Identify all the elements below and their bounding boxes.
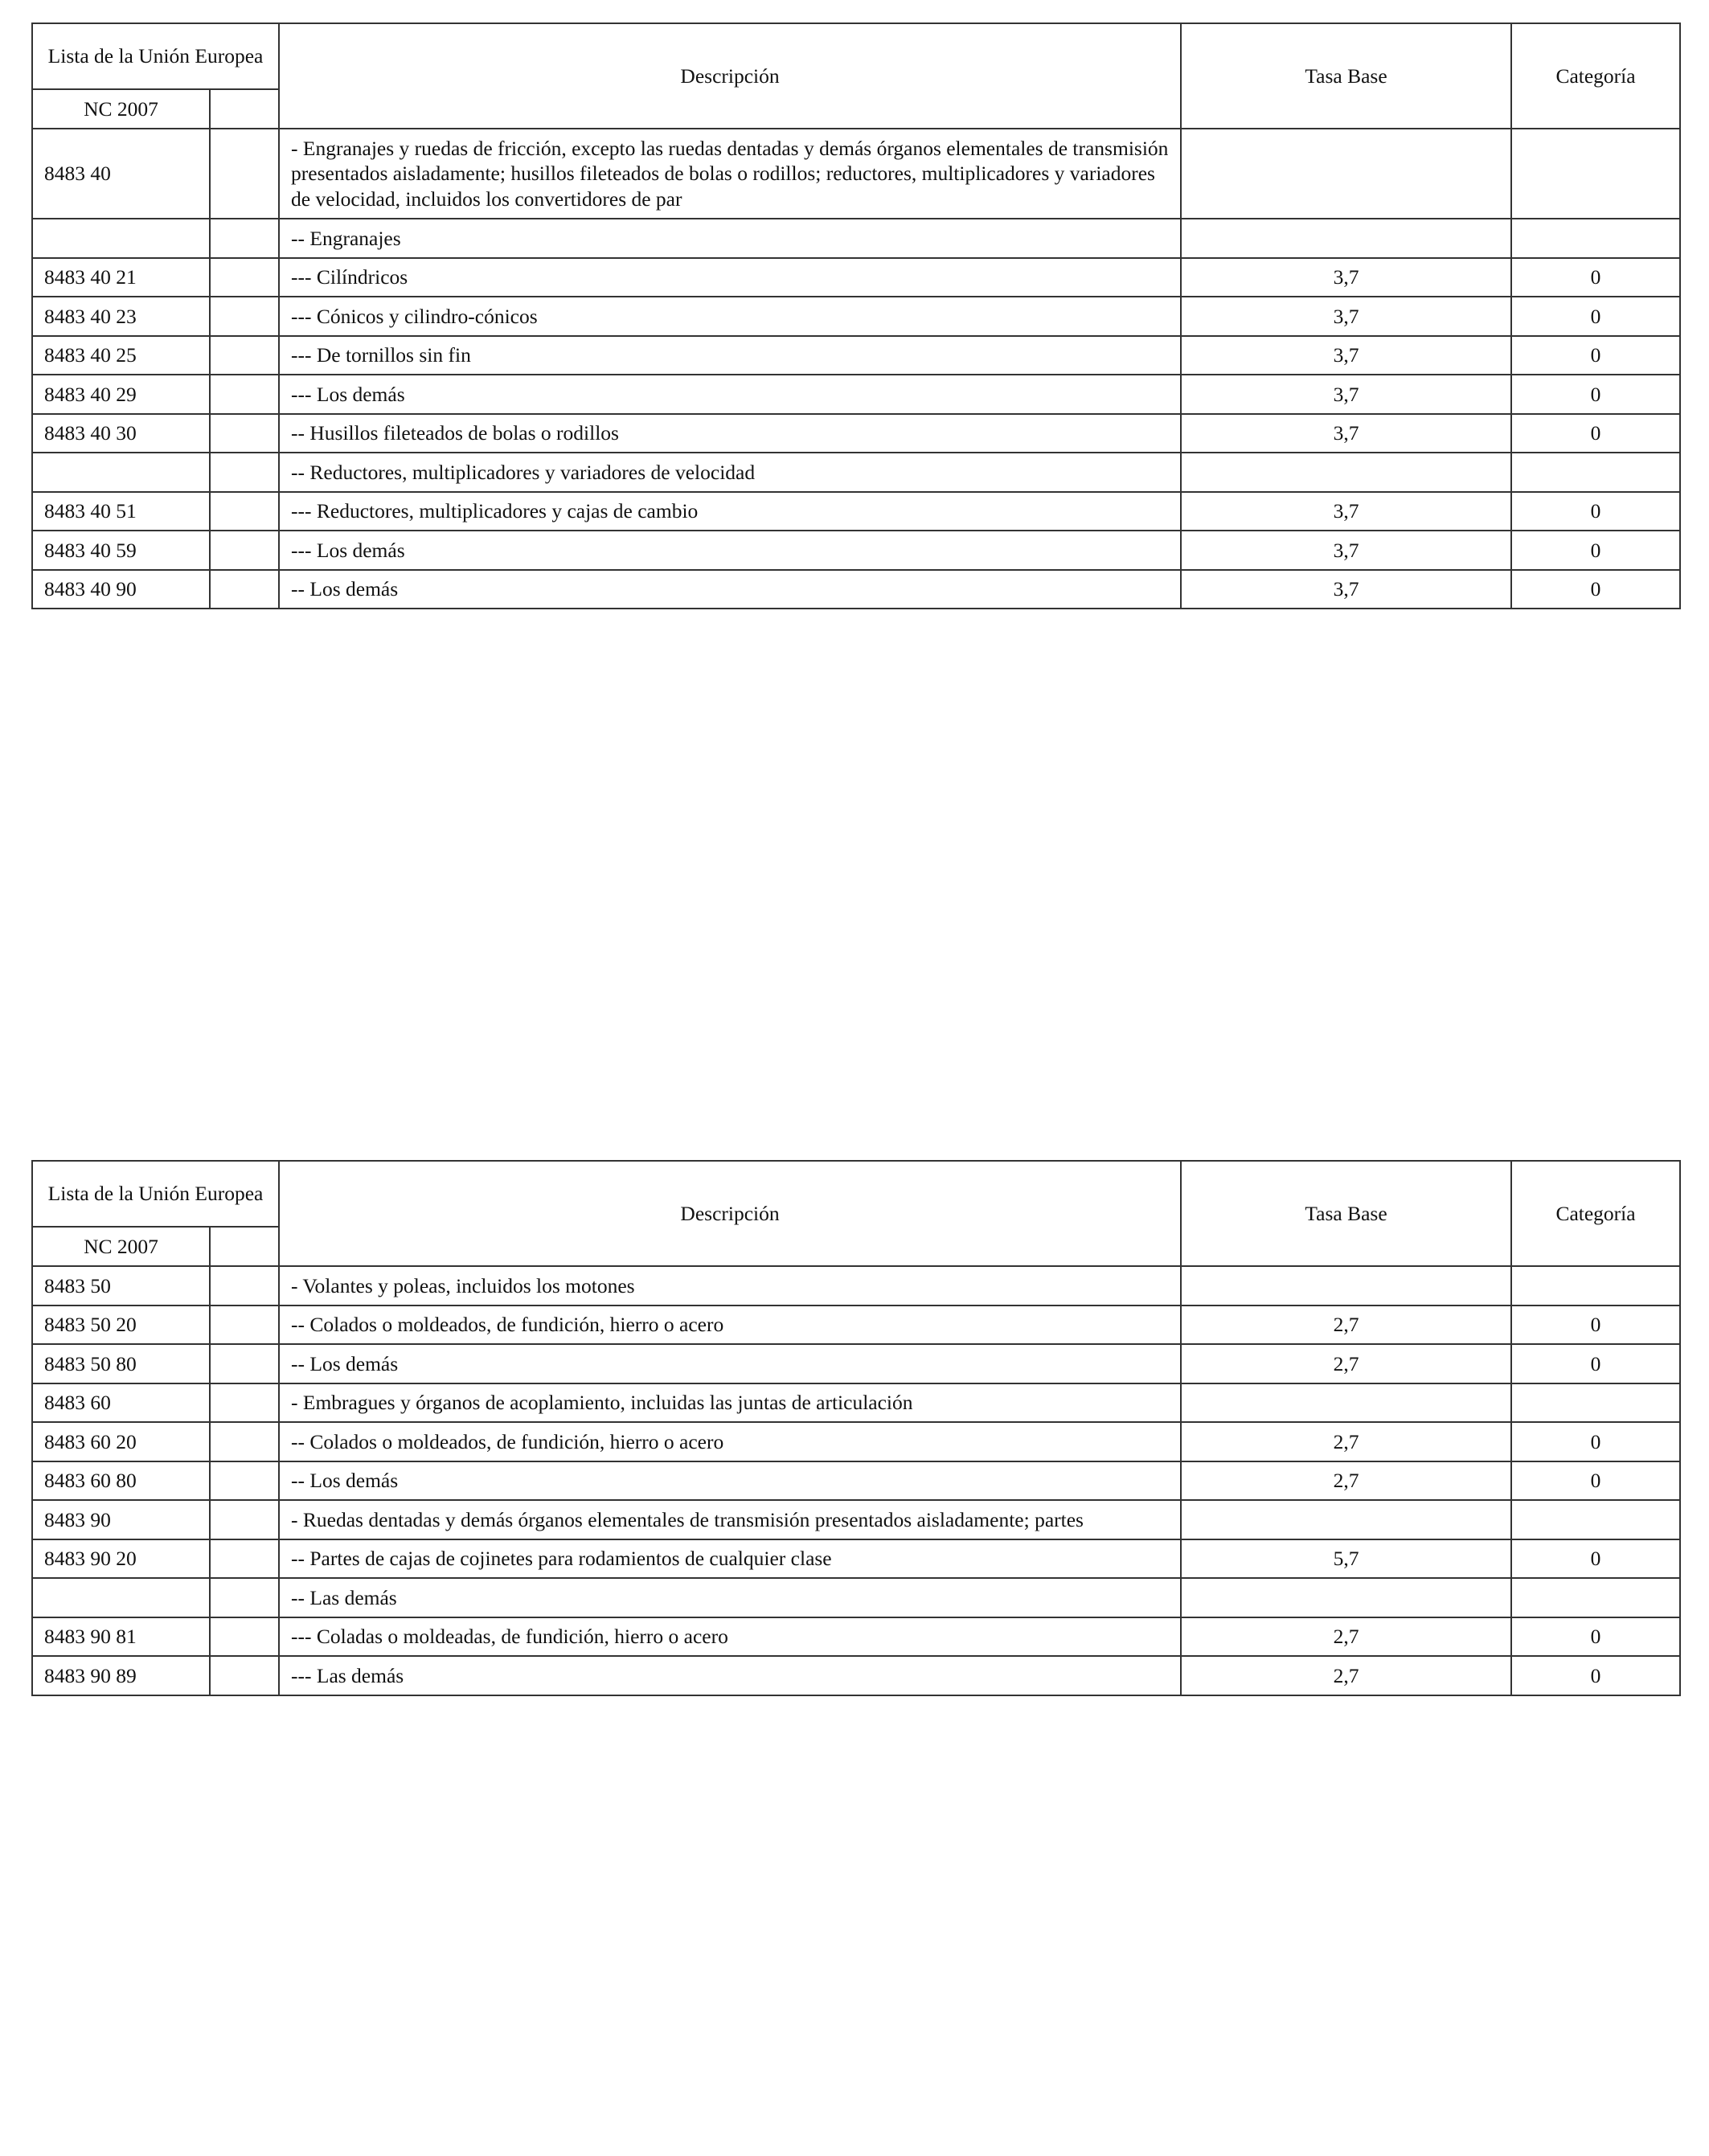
category-cell: 0 [1511, 258, 1680, 297]
rate-cell [1181, 1578, 1511, 1617]
category-header: Categoría [1511, 1161, 1680, 1266]
code-cell: 8483 40 21 [32, 258, 210, 297]
description-cell: --- Reductores, multiplicadores y cajas de cambio [279, 492, 1181, 531]
code-cell [32, 219, 210, 258]
category-cell: 0 [1511, 336, 1680, 375]
nc-header: NC 2007 [32, 89, 210, 129]
category-cell [1511, 1383, 1680, 1423]
rate-cell: 3,7 [1181, 336, 1511, 375]
rate-cell: 2,7 [1181, 1617, 1511, 1657]
spacer-cell [210, 1344, 279, 1383]
spacer-cell [210, 531, 279, 570]
rate-cell: 3,7 [1181, 414, 1511, 453]
table-row [32, 297, 1680, 336]
rate-cell: 3,7 [1181, 531, 1511, 570]
description-cell: -- Colados o moldeados, de fundición, hierro o acero [279, 1305, 1181, 1345]
spacer-cell [210, 258, 279, 297]
description-cell: - Engranajes y ruedas de fricción, excepto las ruedas dentadas y demás órganos elementales de transmisión presentados aisladamente; husillos fileteados de bolas o rodillos; reductores, multiplicadores y variadores de velocidad, incluidos los convertidores de par [279, 129, 1181, 219]
code-cell: 8483 50 [32, 1266, 210, 1305]
category-cell: 0 [1511, 1344, 1680, 1383]
rate-cell [1181, 1383, 1511, 1423]
spacer-cell [210, 219, 279, 258]
spacer-cell [210, 414, 279, 453]
code-cell: 8483 60 80 [32, 1461, 210, 1501]
spacer-cell [210, 375, 279, 414]
table-row [32, 129, 1680, 219]
description-cell: --- Cónicos y cilindro-cónicos [279, 297, 1181, 336]
table-row [32, 336, 1680, 375]
nc-header: NC 2007 [32, 1227, 210, 1266]
code-cell: 8483 60 20 [32, 1422, 210, 1461]
base-rate-header: Tasa Base [1181, 1161, 1511, 1266]
table-body [32, 1266, 1680, 1695]
description-cell: -- Las demás [279, 1578, 1181, 1617]
description-cell: --- Coladas o moldeadas, de fundición, hierro o acero [279, 1617, 1181, 1657]
category-cell: 0 [1511, 1305, 1680, 1345]
list-header: Lista de la Unión Europea [32, 23, 279, 89]
tariff-table-2 [31, 1160, 1681, 1696]
table-row [32, 414, 1680, 453]
rate-cell: 2,7 [1181, 1656, 1511, 1695]
description-cell: -- Husillos fileteados de bolas o rodillos [279, 414, 1181, 453]
rate-cell: 2,7 [1181, 1344, 1511, 1383]
category-cell: 0 [1511, 1617, 1680, 1657]
code-cell: 8483 40 59 [32, 531, 210, 570]
code-cell: 8483 60 [32, 1383, 210, 1423]
empty-header-cell [210, 89, 279, 129]
category-cell: 0 [1511, 531, 1680, 570]
code-cell: 8483 90 81 [32, 1617, 210, 1657]
category-cell: 0 [1511, 297, 1680, 336]
code-cell: 8483 90 89 [32, 1656, 210, 1695]
description-cell: --- Los demás [279, 531, 1181, 570]
table-header [32, 1161, 1680, 1266]
category-cell: 0 [1511, 414, 1680, 453]
code-cell: 8483 40 25 [32, 336, 210, 375]
category-cell: 0 [1511, 492, 1680, 531]
base-rate-header: Tasa Base [1181, 23, 1511, 129]
description-header: Descripción [279, 23, 1181, 129]
table-row [32, 1422, 1680, 1461]
table-body [32, 129, 1680, 609]
rate-cell: 2,7 [1181, 1422, 1511, 1461]
spacer-cell [210, 1305, 279, 1345]
code-cell: 8483 50 20 [32, 1305, 210, 1345]
category-header: Categoría [1511, 23, 1680, 129]
description-cell: -- Los demás [279, 570, 1181, 609]
description-cell: --- Las demás [279, 1656, 1181, 1695]
table-row [32, 1539, 1680, 1579]
spacer-cell [210, 1500, 279, 1539]
category-cell: 0 [1511, 570, 1680, 609]
category-cell [1511, 1578, 1680, 1617]
table-row [32, 570, 1680, 609]
table-header [32, 23, 1680, 129]
spacer-cell [210, 129, 279, 219]
spacer-cell [210, 492, 279, 531]
code-cell: 8483 40 29 [32, 375, 210, 414]
category-cell: 0 [1511, 1422, 1680, 1461]
category-cell: 0 [1511, 375, 1680, 414]
category-cell: 0 [1511, 1461, 1680, 1501]
rate-cell [1181, 453, 1511, 492]
table-row [32, 1656, 1680, 1695]
spacer-cell [210, 297, 279, 336]
category-cell [1511, 219, 1680, 258]
table-row [32, 1578, 1680, 1617]
description-cell: -- Colados o moldeados, de fundición, hierro o acero [279, 1422, 1181, 1461]
spacer-cell [210, 1266, 279, 1305]
category-cell: 0 [1511, 1656, 1680, 1695]
code-cell: 8483 40 51 [32, 492, 210, 531]
category-cell [1511, 1266, 1680, 1305]
code-cell: 8483 40 [32, 129, 210, 219]
description-cell: --- Cilíndricos [279, 258, 1181, 297]
code-cell [32, 453, 210, 492]
rate-cell: 2,7 [1181, 1461, 1511, 1501]
description-header: Descripción [279, 1161, 1181, 1266]
category-cell [1511, 453, 1680, 492]
rate-cell: 2,7 [1181, 1305, 1511, 1345]
description-cell: -- Los demás [279, 1344, 1181, 1383]
rate-cell: 3,7 [1181, 375, 1511, 414]
spacer-cell [210, 1578, 279, 1617]
tariff-table-1 [31, 23, 1681, 609]
rate-cell [1181, 219, 1511, 258]
spacer-cell [210, 1461, 279, 1501]
spacer-cell [210, 453, 279, 492]
table-row [32, 492, 1680, 531]
table-row [32, 1344, 1680, 1383]
spacer-cell [210, 1617, 279, 1657]
code-cell: 8483 50 80 [32, 1344, 210, 1383]
description-cell: - Volantes y poleas, incluidos los motones [279, 1266, 1181, 1305]
description-cell: -- Partes de cajas de cojinetes para rodamientos de cualquier clase [279, 1539, 1181, 1579]
rate-cell: 3,7 [1181, 297, 1511, 336]
table-row [32, 1617, 1680, 1657]
rate-cell: 3,7 [1181, 570, 1511, 609]
description-cell: -- Reductores, multiplicadores y variadores de velocidad [279, 453, 1181, 492]
table-row [32, 375, 1680, 414]
rate-cell [1181, 1500, 1511, 1539]
category-cell [1511, 1500, 1680, 1539]
table-row [32, 1500, 1680, 1539]
table-row [32, 453, 1680, 492]
table-row [32, 1383, 1680, 1423]
category-cell: 0 [1511, 1539, 1680, 1579]
description-cell: --- Los demás [279, 375, 1181, 414]
table-row [32, 258, 1680, 297]
description-cell: - Embragues y órganos de acoplamiento, incluidas las juntas de articulación [279, 1383, 1181, 1423]
description-cell: -- Engranajes [279, 219, 1181, 258]
code-cell: 8483 90 [32, 1500, 210, 1539]
category-cell [1511, 129, 1680, 219]
list-header: Lista de la Unión Europea [32, 1161, 279, 1227]
description-cell: --- De tornillos sin fin [279, 336, 1181, 375]
description-cell: -- Los demás [279, 1461, 1181, 1501]
table-row [32, 531, 1680, 570]
description-cell: - Ruedas dentadas y demás órganos elementales de transmisión presentados aisladamente; partes [279, 1500, 1181, 1539]
table-row [32, 1305, 1680, 1345]
rate-cell [1181, 129, 1511, 219]
spacer-cell [210, 1656, 279, 1695]
table-row [32, 1266, 1680, 1305]
code-cell: 8483 90 20 [32, 1539, 210, 1579]
spacer-cell [210, 1539, 279, 1579]
rate-cell: 5,7 [1181, 1539, 1511, 1579]
rate-cell: 3,7 [1181, 492, 1511, 531]
rate-cell: 3,7 [1181, 258, 1511, 297]
code-cell: 8483 40 23 [32, 297, 210, 336]
code-cell: 8483 40 90 [32, 570, 210, 609]
spacer-cell [210, 1383, 279, 1423]
table-row [32, 1461, 1680, 1501]
spacer-cell [210, 336, 279, 375]
code-cell: 8483 40 30 [32, 414, 210, 453]
table-row [32, 219, 1680, 258]
spacer-cell [210, 1422, 279, 1461]
spacer-cell [210, 570, 279, 609]
empty-header-cell [210, 1227, 279, 1266]
code-cell [32, 1578, 210, 1617]
rate-cell [1181, 1266, 1511, 1305]
